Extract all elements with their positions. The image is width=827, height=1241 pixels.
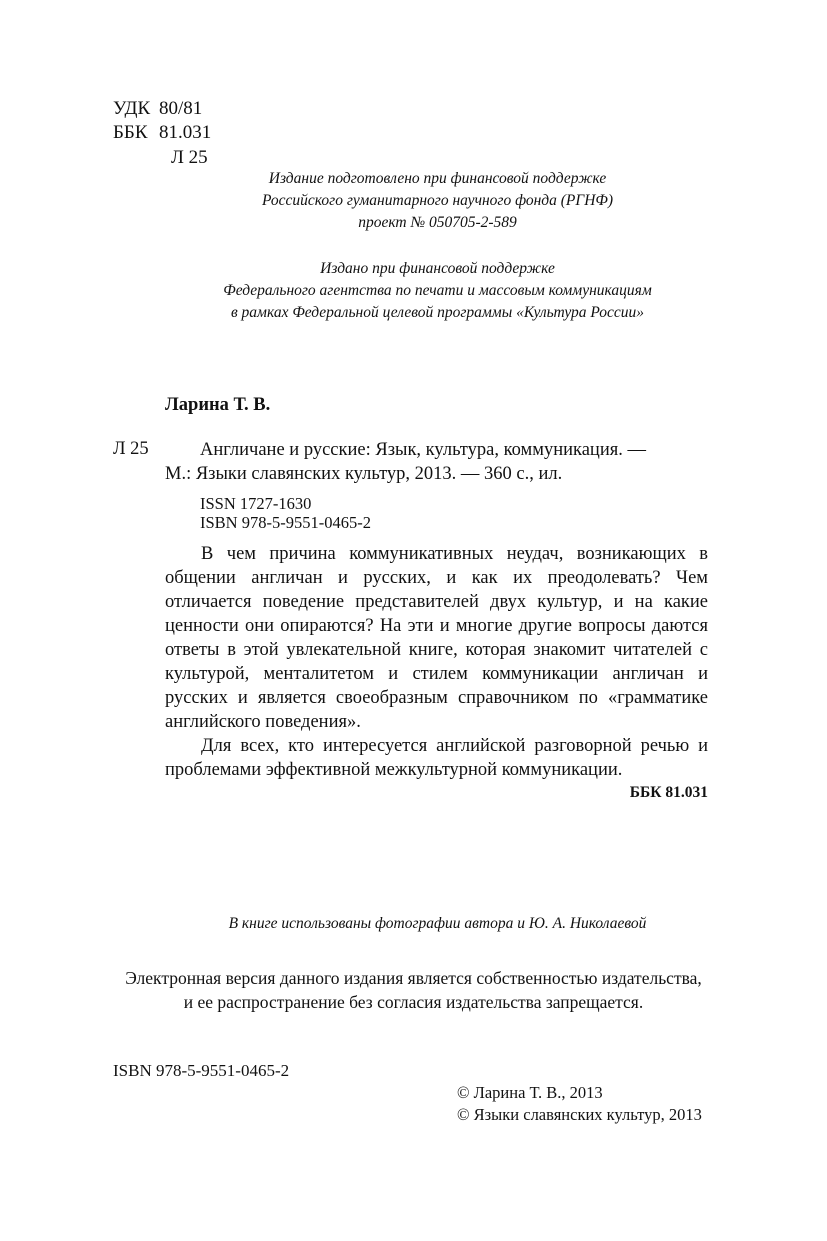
annotation [165, 542, 708, 804]
author-sign: Л 25 [171, 147, 208, 168]
copyright-author: © Ларина Т. В., 2013 [457, 1083, 603, 1102]
udk-label: УДК [113, 98, 151, 119]
bbk-label: ББК [113, 122, 148, 143]
funding-agency-line: в рамках Федеральной целевой программы «Культура России» [230, 304, 645, 321]
funding-rgnf-line: Издание подготовлено при финансовой поддержке [268, 170, 607, 187]
bibliography-code: Л 25 [113, 439, 149, 459]
electronic-notice-line: Электронная версия данного издания является собственностью издательства, [125, 968, 702, 988]
funding-agency [160, 258, 715, 324]
bbk-value: 81.031 [159, 122, 212, 143]
annotation-bbk: ББК 81.031 [629, 784, 708, 801]
author-name: Ларина Т. В. [165, 395, 271, 415]
issn: ISSN 1727-1630 [200, 494, 312, 513]
annotation-paragraph: В чем причина коммуникативных неудач, возникающих в общении англичан и русских, и как их преодолевать? Чем отличается поведение представителей двух культур, и на какие ценности они опираются? На эти и многие другие вопросы даются ответы в этой увлекательной книге, которая знакомит читателей с культурой, менталитетом и стилем коммуникации англичан и русских и является своеобразным справочником по «грамматике английского поведения». [165, 544, 708, 732]
book-title-line2: М.: Языки славянских культур, 2013. — 360 с., ил. [165, 464, 563, 484]
book-title-line1: Англичане и русские: Язык, культура, коммуникация. — [200, 440, 646, 460]
funding-rgnf-project: проект № 050705-2-589 [358, 214, 517, 231]
electronic-notice [60, 966, 767, 1014]
copyright-publisher: © Языки славянских культур, 2013 [457, 1105, 702, 1124]
photo-credit-text: В книге использованы фотографии автора и Ю. А. Николаевой [228, 915, 647, 932]
electronic-notice-line: и ее распространение без согласия издательства запрещается. [183, 992, 644, 1012]
funding-rgnf-line: Российского гуманитарного научного фонда (РГНФ) [261, 192, 614, 209]
funding-agency-line: Издано при финансовой поддержке [320, 260, 555, 277]
annotation-paragraph: Для всех, кто интересуется английской разговорной речью и проблемами эффективной межкультурной коммуникации. [165, 736, 708, 780]
footer-isbn: ISBN 978-5-9551-0465-2 [113, 1061, 290, 1080]
photo-credit [160, 913, 715, 935]
udk-line [113, 97, 202, 120]
isbn: ISBN 978-5-9551-0465-2 [200, 513, 371, 532]
funding-rgnf [160, 168, 715, 234]
funding-agency-line: Федерального агентства по печати и массовым коммуникациям [223, 282, 652, 299]
bbk-line [113, 121, 211, 144]
udk-value: 80/81 [159, 98, 203, 119]
